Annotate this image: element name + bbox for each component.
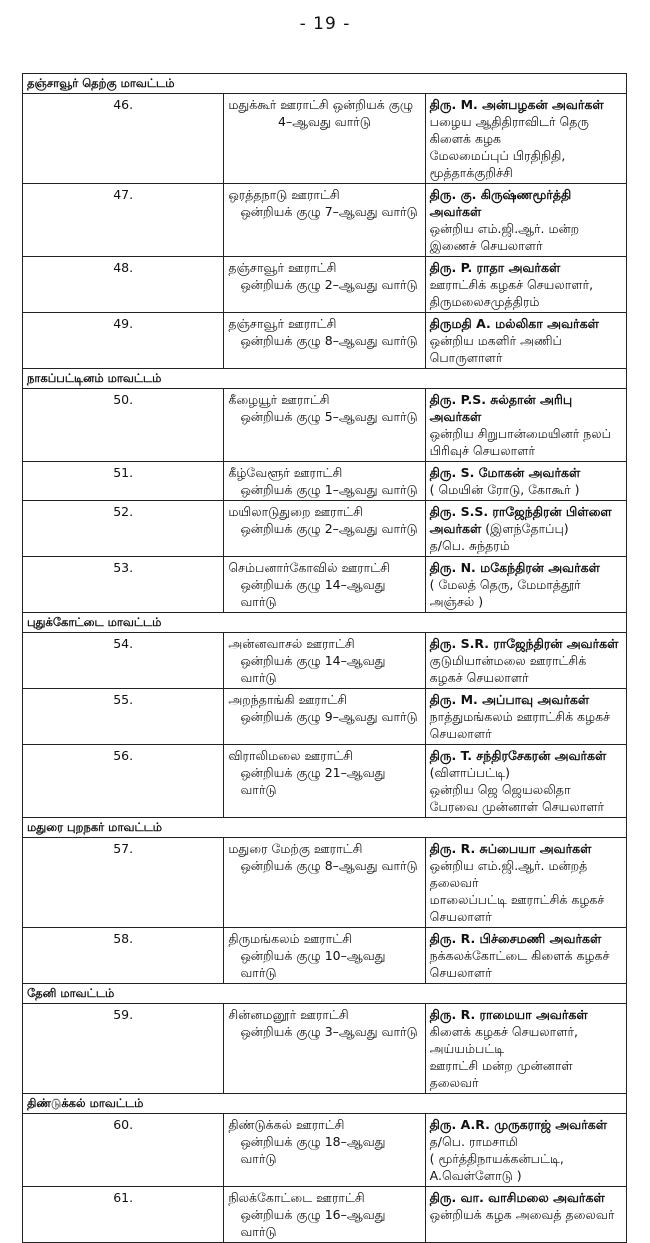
candidate-detail: கிளைக் கழகச் செயலாளர், அய்யம்பட்டி — [429, 1024, 578, 1056]
candidate-name-text: திரு. M. அன்பழகன் அவர்கள் — [429, 97, 604, 112]
serial-number: 48. — [23, 257, 224, 313]
candidate-detail: ஒன்றிய ஜெ ஜெயலலிதா பேரவை முன்னாள் செயலாளர் — [429, 782, 605, 814]
ward-location-line: விராலிமலை ஊராட்சி — [228, 748, 353, 763]
district-name: புதுக்கோட்டை மாவட்டம் — [23, 613, 627, 633]
candidate-info — [425, 689, 626, 745]
candidate-name — [430, 1006, 622, 1023]
ward-location — [224, 1114, 425, 1187]
ward-location-line: ஒரத்தநாடு ஊராட்சி — [228, 187, 340, 202]
candidate-info — [425, 313, 626, 369]
ward-location-line: மதுக்கூர் ஊராட்சி ஒன்றியக் குழு — [228, 97, 414, 112]
serial-number: 51. — [23, 462, 224, 501]
table-row — [23, 94, 627, 184]
candidate-name — [430, 747, 622, 781]
candidate-detail: ஒன்றிய மகளிர் அணிப் பொருளாளர் — [429, 333, 562, 365]
ward-number-line: ஒன்றியக் குழு 2–ஆவது வார்டு — [240, 521, 418, 536]
candidate-detail: மேலமைப்புப் பிரதிநிதி, மூத்தாக்குறிச்சி — [429, 148, 566, 180]
candidate-name — [430, 1116, 622, 1133]
ward-location-line: தஞ்சாவூர் ஊராட்சி — [228, 260, 337, 275]
ward-location — [224, 928, 425, 984]
candidate-detail: ஒன்றியக் கழக அவைத் தலைவர் — [429, 1207, 615, 1222]
candidate-detail: மாலைப்பட்டி ஊராட்சிக் கழகச் செயலாளர் — [429, 892, 605, 924]
ward-location — [224, 94, 425, 184]
district-name: மதுரை புறநகர் மாவட்டம் — [23, 818, 627, 838]
serial-number: 58. — [23, 928, 224, 984]
serial-number: 55. — [23, 689, 224, 745]
table-row — [23, 557, 627, 613]
table-row — [23, 184, 627, 257]
candidate-name-text: திரு. S.S. ராஜேந்திரன் பிள்ளை அவர்கள் — [429, 504, 612, 536]
ward-location — [224, 633, 425, 689]
serial-number: 50. — [23, 389, 224, 462]
candidate-info — [425, 1004, 626, 1094]
ward-location-line: தஞ்சாவூர் ஊராட்சி — [228, 316, 337, 331]
table-row — [23, 1114, 627, 1187]
ward-location — [224, 257, 425, 313]
district-header-row — [23, 818, 627, 838]
ward-number-line: ஒன்றியக் குழு 14–ஆவது வார்டு — [240, 653, 386, 685]
candidate-detail: ஒன்றிய எம்.ஜி.ஆர். மன்றத் தலைவர் — [429, 858, 588, 890]
candidate-detail: ஊராட்சிக் கழகச் செயலாளர், திருமலைசமுத்திரம் — [429, 277, 594, 309]
candidate-table-body — [23, 74, 627, 1243]
candidate-name — [430, 635, 622, 652]
ward-number-line: ஒன்றியக் குழு 9–ஆவது வார்டு — [240, 709, 418, 724]
candidate-info — [425, 184, 626, 257]
candidate-info — [425, 557, 626, 613]
candidate-detail: நாத்துமங்கலம் ஊராட்சிக் கழகச் செயலாளர் — [429, 709, 611, 741]
candidate-place: (விளாப்பட்டி) — [429, 765, 510, 780]
candidate-detail: த/பெ. சுந்தரம் — [429, 538, 510, 553]
ward-location-line: நிலக்கோட்டை ஊராட்சி — [228, 1190, 365, 1205]
ward-number-line: ஒன்றியக் குழு 8–ஆவது வார்டு — [240, 858, 418, 873]
candidate-info — [425, 633, 626, 689]
table-row — [23, 928, 627, 984]
candidate-detail: த/பெ. ராமசாமி — [429, 1134, 518, 1149]
ward-location-line: செம்பனார்கோவில் ஊராட்சி — [228, 560, 390, 575]
ward-location — [224, 557, 425, 613]
ward-number-line: 4–ஆவது வார்டு — [278, 114, 371, 129]
page-number: - 19 - — [299, 14, 351, 34]
ward-number-line: ஒன்றியக் குழு 18–ஆவது வார்டு — [240, 1134, 386, 1166]
ward-location — [224, 1004, 425, 1094]
candidate-name — [430, 259, 622, 276]
candidate-name — [430, 464, 622, 481]
serial-number: 60. — [23, 1114, 224, 1187]
candidate-name-text: திரு. S. மோகன் அவர்கள் — [429, 465, 581, 480]
ward-location-line: அன்னவாசல் ஊராட்சி — [228, 636, 355, 651]
table-row — [23, 838, 627, 928]
candidate-info — [425, 1114, 626, 1187]
ward-location — [224, 838, 425, 928]
candidate-name-text: திரு. R. ராமையா அவர்கள் — [429, 1007, 588, 1022]
ward-number-line: ஒன்றியக் குழு 8–ஆவது வார்டு — [240, 333, 418, 348]
candidate-detail: ஒன்றிய சிறுபான்மையினர் நலப் பிரிவுச் செயலாளர் — [429, 426, 611, 458]
table-row — [23, 257, 627, 313]
table-row — [23, 633, 627, 689]
candidate-name-text: திரு. வா. வாசிமலை அவர்கள் — [429, 1190, 605, 1205]
ward-location-line: அறந்தாங்கி ஊராட்சி — [228, 692, 348, 707]
candidate-name-text: திரு. T. சந்திரசேகரன் அவர்கள் — [429, 748, 607, 763]
candidate-info — [425, 1187, 626, 1243]
candidate-detail: ( மேலத் தெரு, மேமாத்தூர் அஞ்சல் ) — [429, 577, 581, 609]
table-row — [23, 745, 627, 818]
candidate-detail: ( மூர்த்திநாயக்கன்பட்டி, A.வெள்ளோடு ) — [429, 1151, 564, 1183]
ward-number-line: ஒன்றியக் குழு 21–ஆவது வார்டு — [240, 765, 386, 797]
candidate-name — [430, 96, 622, 113]
district-name: திண்டுக்கல் மாவட்டம் — [23, 1094, 627, 1114]
candidate-detail: பழைய ஆதிதிராவிடர் தெரு கிளைக் கழக — [429, 114, 589, 146]
ward-number-line: ஒன்றியக் குழு 7–ஆவது வார்டு — [240, 204, 418, 219]
candidate-name — [430, 559, 622, 576]
candidate-name — [430, 315, 622, 332]
serial-number: 47. — [23, 184, 224, 257]
candidate-name — [430, 391, 622, 425]
candidate-name — [430, 930, 622, 947]
candidate-detail: நக்கலக்கோட்டை கிளைக் கழகச் செயலாளர் — [429, 948, 610, 980]
candidate-name — [430, 840, 622, 857]
ward-location-line: திருமங்கலம் ஊராட்சி — [228, 931, 353, 946]
serial-number: 52. — [23, 501, 224, 557]
ward-number-line: ஒன்றியக் குழு 2–ஆவது வார்டு — [240, 277, 418, 292]
candidate-name-text: திரு. M. அப்பாவு அவர்கள் — [429, 692, 590, 707]
candidate-name — [430, 1189, 622, 1206]
table-row — [23, 313, 627, 369]
ward-location-line: கீழையூர் ஊராட்சி — [228, 392, 330, 407]
candidate-name-text: திரு. N. மகேந்திரன் அவர்கள் — [429, 560, 600, 575]
ward-location — [224, 745, 425, 818]
candidate-name-text: திரு. A.R. முருகராஜ் அவர்கள் — [429, 1117, 608, 1132]
ward-location — [224, 389, 425, 462]
serial-number: 53. — [23, 557, 224, 613]
candidate-name-text: திரு. கு. கிருஷ்ணமூர்த்தி அவர்கள் — [429, 187, 572, 219]
table-row — [23, 1004, 627, 1094]
ward-location — [224, 1187, 425, 1243]
candidate-info — [425, 928, 626, 984]
district-header-row — [23, 1094, 627, 1114]
candidate-name-text: திரு. R. சுப்பையா அவர்கள் — [429, 841, 592, 856]
candidate-detail: ( மெயின் ரோடு, கோகூர் ) — [429, 482, 580, 497]
district-name: தஞ்சாவூர் தெற்கு மாவட்டம் — [23, 74, 627, 94]
ward-number-line: ஒன்றியக் குழு 1–ஆவது வார்டு — [240, 482, 418, 497]
candidate-name-text: திருமதி A. மல்லிகா அவர்கள் — [429, 316, 599, 331]
candidate-name-text: திரு. S.R. ராஜேந்திரன் அவர்கள் — [429, 636, 619, 651]
candidate-detail: குடுமியான்மலை ஊராட்சிக் கழகச் செயலாளர் — [429, 653, 587, 685]
district-header-row — [23, 613, 627, 633]
ward-location — [224, 689, 425, 745]
ward-number-line: ஒன்றியக் குழு 3–ஆவது வார்டு — [240, 1024, 418, 1039]
ward-location — [224, 462, 425, 501]
table-row — [23, 389, 627, 462]
serial-number: 57. — [23, 838, 224, 928]
candidate-name — [430, 186, 622, 220]
ward-number-line: ஒன்றியக் குழு 5–ஆவது வார்டு — [240, 409, 418, 424]
ward-location — [224, 184, 425, 257]
district-name: தேனி மாவட்டம் — [23, 984, 627, 1004]
candidate-detail: ஊராட்சி மன்ற முன்னாள் தலைவர் — [429, 1058, 573, 1090]
ward-number-line: ஒன்றியக் குழு 14–ஆவது வார்டு — [240, 577, 386, 609]
serial-number: 49. — [23, 313, 224, 369]
ward-location — [224, 501, 425, 557]
serial-number: 46. — [23, 94, 224, 184]
district-header-row — [23, 369, 627, 389]
candidate-info — [425, 745, 626, 818]
district-header-row — [23, 74, 627, 94]
ward-location-line: மதுரை மேற்கு ஊராட்சி — [228, 841, 363, 856]
candidate-info — [425, 389, 626, 462]
ward-location-line: திண்டுக்கல் ஊராட்சி — [228, 1117, 345, 1132]
ward-location-line: கீழ்வேளூர் ஊராட்சி — [228, 465, 343, 480]
candidate-name — [430, 503, 622, 537]
serial-number: 54. — [23, 633, 224, 689]
candidate-name — [430, 691, 622, 708]
candidate-place: (இளந்தோப்பு) — [481, 521, 569, 536]
candidate-name-text: திரு. P.S. சுல்தான் அரிபு அவர்கள் — [429, 392, 573, 424]
candidate-name-text: திரு. R. பிச்சைமணி அவர்கள் — [429, 931, 602, 946]
table-row — [23, 501, 627, 557]
table-row — [23, 689, 627, 745]
serial-number: 56. — [23, 745, 224, 818]
candidate-info — [425, 501, 626, 557]
candidate-detail: ஒன்றிய எம்.ஜி.ஆர். மன்ற இணைச் செயலாளர் — [429, 221, 580, 253]
district-name: நாகப்பட்டினம் மாவட்டம் — [23, 369, 627, 389]
ward-location-line: மயிலாடுதுறை ஊராட்சி — [228, 504, 363, 519]
table-row — [23, 462, 627, 501]
serial-number: 59. — [23, 1004, 224, 1094]
candidate-info — [425, 257, 626, 313]
ward-number-line: ஒன்றியக் குழு 10–ஆவது வார்டு — [240, 948, 386, 980]
ward-number-line: ஒன்றியக் குழு 16–ஆவது வார்டு — [240, 1207, 386, 1239]
ward-location-line: சின்னமனூர் ஊராட்சி — [228, 1007, 349, 1022]
candidate-info — [425, 838, 626, 928]
candidate-table — [22, 73, 627, 1243]
candidate-name-text: திரு. P. ராதா அவர்கள் — [429, 260, 561, 275]
table-row — [23, 1187, 627, 1243]
serial-number: 61. — [23, 1187, 224, 1243]
candidate-info — [425, 94, 626, 184]
ward-location — [224, 313, 425, 369]
candidate-info — [425, 462, 626, 501]
district-header-row — [23, 984, 627, 1004]
